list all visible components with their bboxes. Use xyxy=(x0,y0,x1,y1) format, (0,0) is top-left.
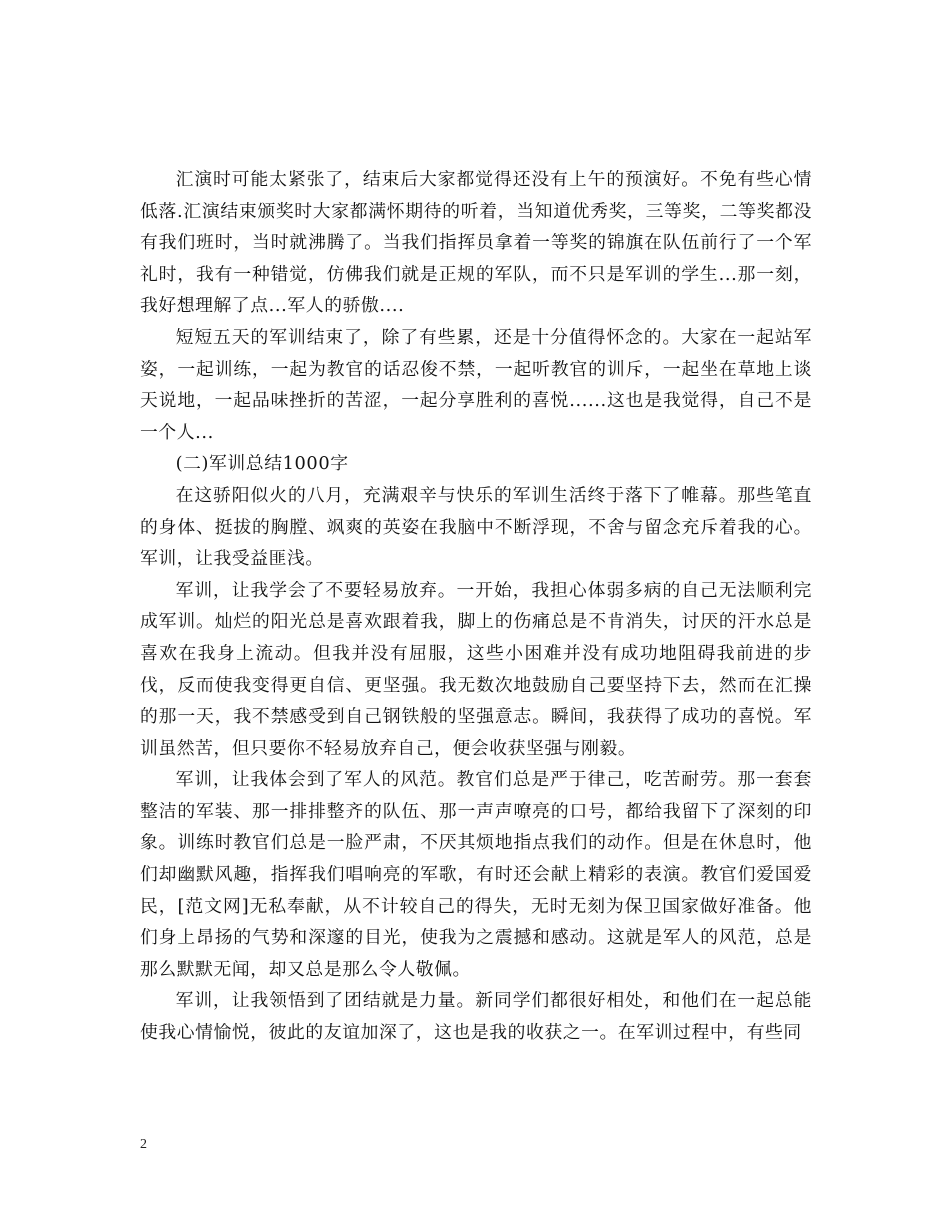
paragraph-soldier-style: 军训，让我体会到了军人的风范。教官们总是严于律己，吃苦耐劳。那一套套整洁的军装、那一排排整齐的队伍、那一声声嘹亮的口号，都给我留下了深刻的印象。训练时教官们总是一脸严肃，不厌其烦地指点我们的动作。但是在休息时，他们却幽默风趣，指挥我们唱响亮的军歌，有时还会献上精彩的表演。教官们爱国爱民，[范文网]无私奉献，从不计较自己的得失，无时无刻为保卫国家做好准备。他们身上昂扬的气势和深邃的目光，使我为之震撼和感动。这就是军人的风范，总是那么默默无闻，却又总是那么令人敬佩。 xyxy=(140,769,812,980)
section-heading: (二)军训总结1000字 xyxy=(175,453,349,475)
paragraph-unity: 军训，让我领悟到了团结就是力量。新同学们都很好相处，和他们在一起总能使我心情愉悦，彼此的友谊加深了，这也是我的收获之一。在军训过程中，有些同 xyxy=(140,990,812,1044)
paragraph-never-give-up: 军训，让我学会了不要轻易放弃。一开始，我担心体弱多病的自己无法顺利完成军训。灿烂的阳光总是喜欢跟着我，脚上的伤痛总是不肯消失，讨厌的汗水总是喜欢在我身上流动。但我并没有屈服，这些小困难并没有成功地阻碍我前进的步伐，反而使我变得更自信、更坚强。我无数次地鼓励自己要坚持下去，然而在汇操的那一天，我不禁感受到自己钢铁般的坚强意志。瞬间，我获得了成功的喜悦。军训虽然苦，但只要你不轻易放弃自己，便会收获坚强与刚毅。 xyxy=(140,579,812,759)
paragraph-five-days: 短短五天的军训结束了，除了有些累，还是十分值得怀念的。大家在一起站军姿，一起训练，一起为教官的话忍俊不禁，一起听教官的训斥，一起坐在草地上谈天说地，一起品味挫折的苦涩，一起分享胜利的喜悦......这也是我觉得，自己不是一个人... xyxy=(140,326,812,443)
paragraph-performance: 汇演时可能太紧张了，结束后大家都觉得还没有上午的预演好。不免有些心情低落.汇演结束颁奖时大家都满怀期待的听着，当知道优秀奖，三等奖，二等奖都没有我们班时，当时就沸腾了。当我们指挥员拿着一等奖的锦旗在队伍前行了一个军礼时，我有一种错觉，仿佛我们就是正规的军队，而不只是军训的学生...那一刻，我好想理解了点...军人的骄傲.... xyxy=(140,169,812,317)
document-body xyxy=(140,164,812,1049)
paragraph-august: 在这骄阳似火的八月，充满艰辛与快乐的军训生活终于落下了帷幕。那些笔直的身体、挺拔的胸膛、飒爽的英姿在我脑中不断浮现，不舍与留念充斥着我的心。军训，让我受益匪浅。 xyxy=(140,484,812,570)
page-number: 2 xyxy=(140,1137,147,1152)
